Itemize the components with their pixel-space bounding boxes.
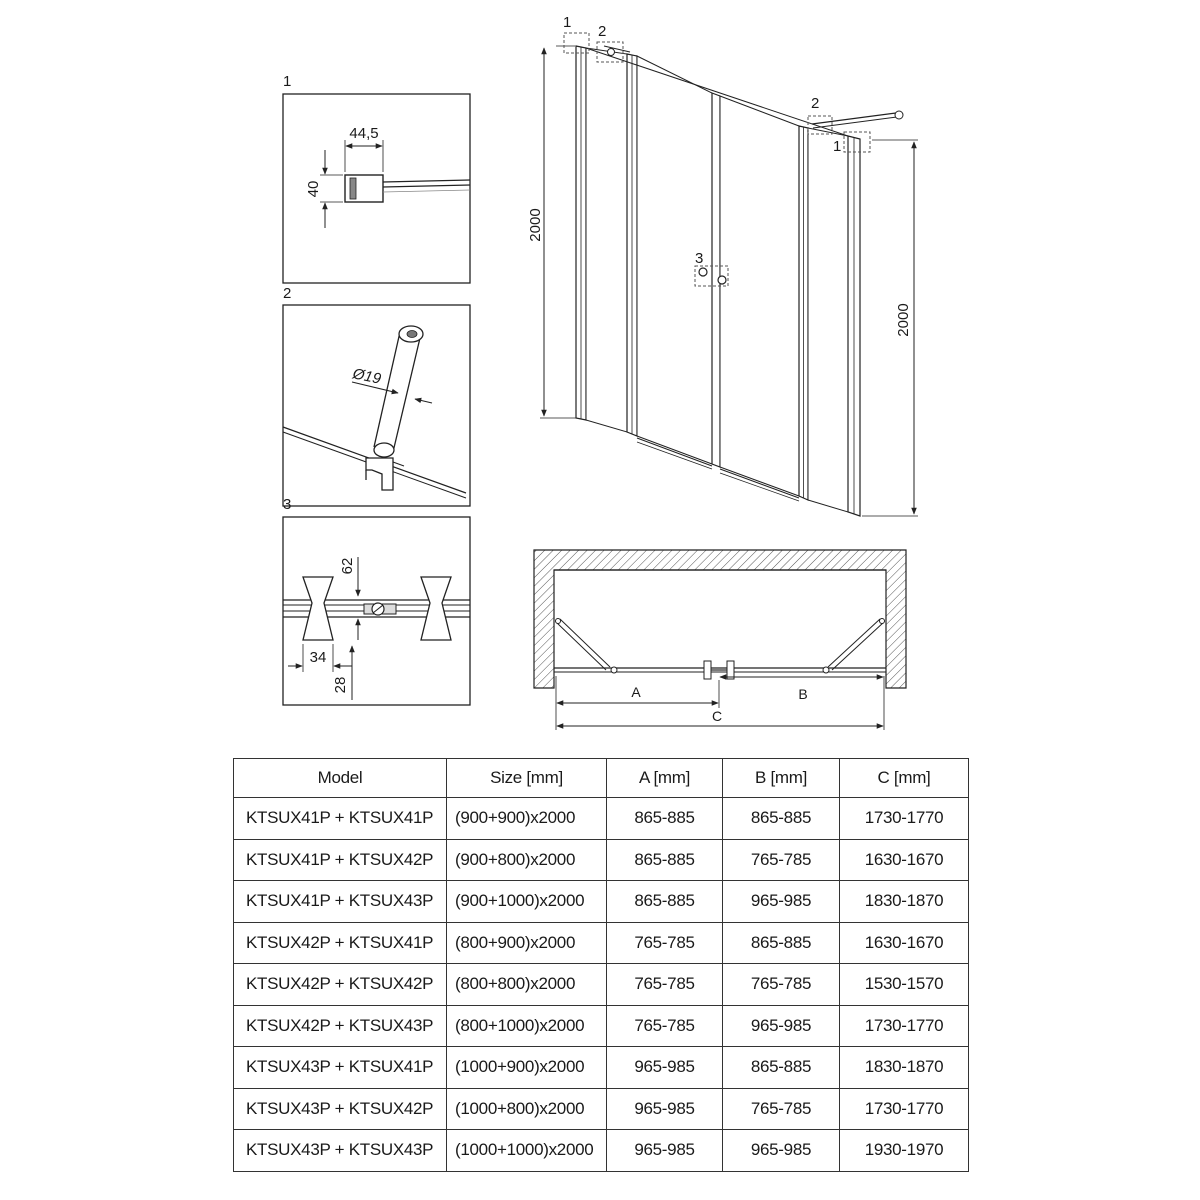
glass-clamp — [366, 458, 393, 490]
door-knob-left — [303, 577, 333, 640]
cell-c: 1730-1770 — [840, 1088, 969, 1130]
cell-b: 865-885 — [723, 798, 840, 840]
dim-line-d19 — [415, 399, 432, 403]
bar-end — [895, 111, 903, 119]
left-fixed-panel — [586, 48, 627, 432]
brace-mount — [880, 619, 885, 624]
wall-section — [534, 550, 906, 688]
cell-c: 1830-1870 — [840, 881, 969, 923]
detail-3-label: 3 — [283, 496, 292, 513]
dim-34: 34 — [309, 649, 327, 666]
stabilizer-bar — [374, 332, 400, 447]
cell-c: 1630-1670 — [840, 922, 969, 964]
knob-plan-left — [704, 661, 711, 679]
header-b: B [mm] — [723, 759, 840, 798]
glass-line — [383, 180, 470, 182]
right-door-panel — [720, 96, 799, 496]
detail-1 — [283, 73, 470, 283]
table-row — [234, 922, 969, 964]
brace-left — [556, 622, 606, 670]
table-row — [234, 1047, 969, 1089]
cell-model: KTSUX43P + KTSUX41P — [234, 1047, 447, 1089]
elevation-view — [527, 14, 918, 516]
clamp-edge — [393, 462, 404, 466]
callout-1-left: 1 — [563, 14, 572, 31]
bracket-insert — [350, 178, 356, 199]
callout-3: 3 — [695, 250, 704, 267]
knob-right — [718, 276, 726, 284]
cell-a: 765-785 — [607, 1005, 723, 1047]
header-c: C [mm] — [840, 759, 969, 798]
cell-a: 865-885 — [607, 798, 723, 840]
dim-a: A — [631, 684, 641, 700]
detail-2-frame — [283, 305, 470, 506]
dim-b: B — [798, 686, 808, 702]
detail-2-label: 2 — [283, 285, 292, 302]
cell-model: KTSUX41P + KTSUX42P — [234, 839, 447, 881]
detail-1-label: 1 — [283, 73, 292, 90]
table-row — [234, 798, 969, 840]
cell-c: 1530-1570 — [840, 964, 969, 1006]
bar-wall-end-hole — [407, 331, 417, 338]
cell-size: (800+900)x2000 — [447, 922, 607, 964]
cell-b: 965-985 — [723, 881, 840, 923]
door-knob-right — [421, 577, 451, 640]
header-model: Model — [234, 759, 447, 798]
cell-b: 765-785 — [723, 1088, 840, 1130]
header-size: Size [mm] — [447, 759, 607, 798]
callout-2-right: 2 — [811, 95, 820, 112]
cell-a: 965-985 — [607, 1088, 723, 1130]
brace-mount — [556, 619, 561, 624]
dim-40: 40 — [305, 180, 322, 198]
table-row — [234, 1130, 969, 1172]
cell-c: 1830-1870 — [840, 1047, 969, 1089]
cell-size: (800+1000)x2000 — [447, 1005, 607, 1047]
right-fixed-panel — [808, 128, 848, 512]
glass-line — [383, 190, 470, 192]
callout-2-left: 2 — [598, 23, 607, 40]
cell-size: (800+800)x2000 — [447, 964, 607, 1006]
cell-a: 765-785 — [607, 922, 723, 964]
cell-b: 965-985 — [723, 1005, 840, 1047]
table-row — [234, 839, 969, 881]
glass-line — [383, 185, 470, 187]
cell-b: 865-885 — [723, 922, 840, 964]
left-height-dim: 2000 — [527, 208, 544, 242]
dim-d19: Ø19 — [351, 365, 383, 388]
detail-2 — [283, 285, 470, 506]
table-row — [234, 1005, 969, 1047]
brace-left — [560, 619, 610, 667]
cell-a: 965-985 — [607, 1130, 723, 1172]
cell-b: 765-785 — [723, 839, 840, 881]
cell-size: (1000+900)x2000 — [447, 1047, 607, 1089]
bar-joint — [374, 443, 394, 457]
cell-b: 965-985 — [723, 1130, 840, 1172]
table-row — [234, 1088, 969, 1130]
cell-model: KTSUX42P + KTSUX42P — [234, 964, 447, 1006]
dim-c: C — [711, 708, 723, 724]
cell-c: 1730-1770 — [840, 798, 969, 840]
brace-right — [832, 622, 884, 670]
right-height-dim: 2000 — [895, 303, 912, 337]
cell-size: (900+1000)x2000 — [447, 881, 607, 923]
size-table — [233, 758, 969, 1172]
plan-view — [534, 550, 906, 730]
cell-model: KTSUX43P + KTSUX43P — [234, 1130, 447, 1172]
hinge-left — [611, 667, 617, 673]
cell-size: (900+900)x2000 — [447, 798, 607, 840]
table-row — [234, 881, 969, 923]
cell-model: KTSUX41P + KTSUX41P — [234, 798, 447, 840]
cell-b: 765-785 — [723, 964, 840, 1006]
cell-a: 765-785 — [607, 964, 723, 1006]
cell-c: 1930-1970 — [840, 1130, 969, 1172]
brace-right — [828, 619, 880, 667]
dim-44-5: 44,5 — [349, 125, 379, 142]
stabilizer-bar — [393, 338, 420, 452]
table-header-row — [234, 759, 969, 798]
dim-28: 28 — [332, 676, 349, 694]
cell-model: KTSUX41P + KTSUX43P — [234, 881, 447, 923]
table-row — [234, 964, 969, 1006]
knob-left — [699, 268, 707, 276]
detail-3 — [283, 496, 470, 705]
dim-62: 62 — [339, 557, 356, 575]
cell-b: 865-885 — [723, 1047, 840, 1089]
cell-a: 965-985 — [607, 1047, 723, 1089]
cell-c: 1730-1770 — [840, 1005, 969, 1047]
cell-model: KTSUX42P + KTSUX43P — [234, 1005, 447, 1047]
cell-model: KTSUX43P + KTSUX42P — [234, 1088, 447, 1130]
hinge-right — [823, 667, 829, 673]
cell-size: (1000+1000)x2000 — [447, 1130, 607, 1172]
knob-plan-right — [727, 661, 734, 679]
header-a: A [mm] — [607, 759, 723, 798]
bar-clamp — [608, 49, 615, 56]
cell-size: (900+800)x2000 — [447, 839, 607, 881]
cell-size: (1000+800)x2000 — [447, 1088, 607, 1130]
cell-model: KTSUX42P + KTSUX41P — [234, 922, 447, 964]
cell-c: 1630-1670 — [840, 839, 969, 881]
cell-a: 865-885 — [607, 881, 723, 923]
callout-1-right: 1 — [833, 138, 842, 155]
cell-a: 865-885 — [607, 839, 723, 881]
